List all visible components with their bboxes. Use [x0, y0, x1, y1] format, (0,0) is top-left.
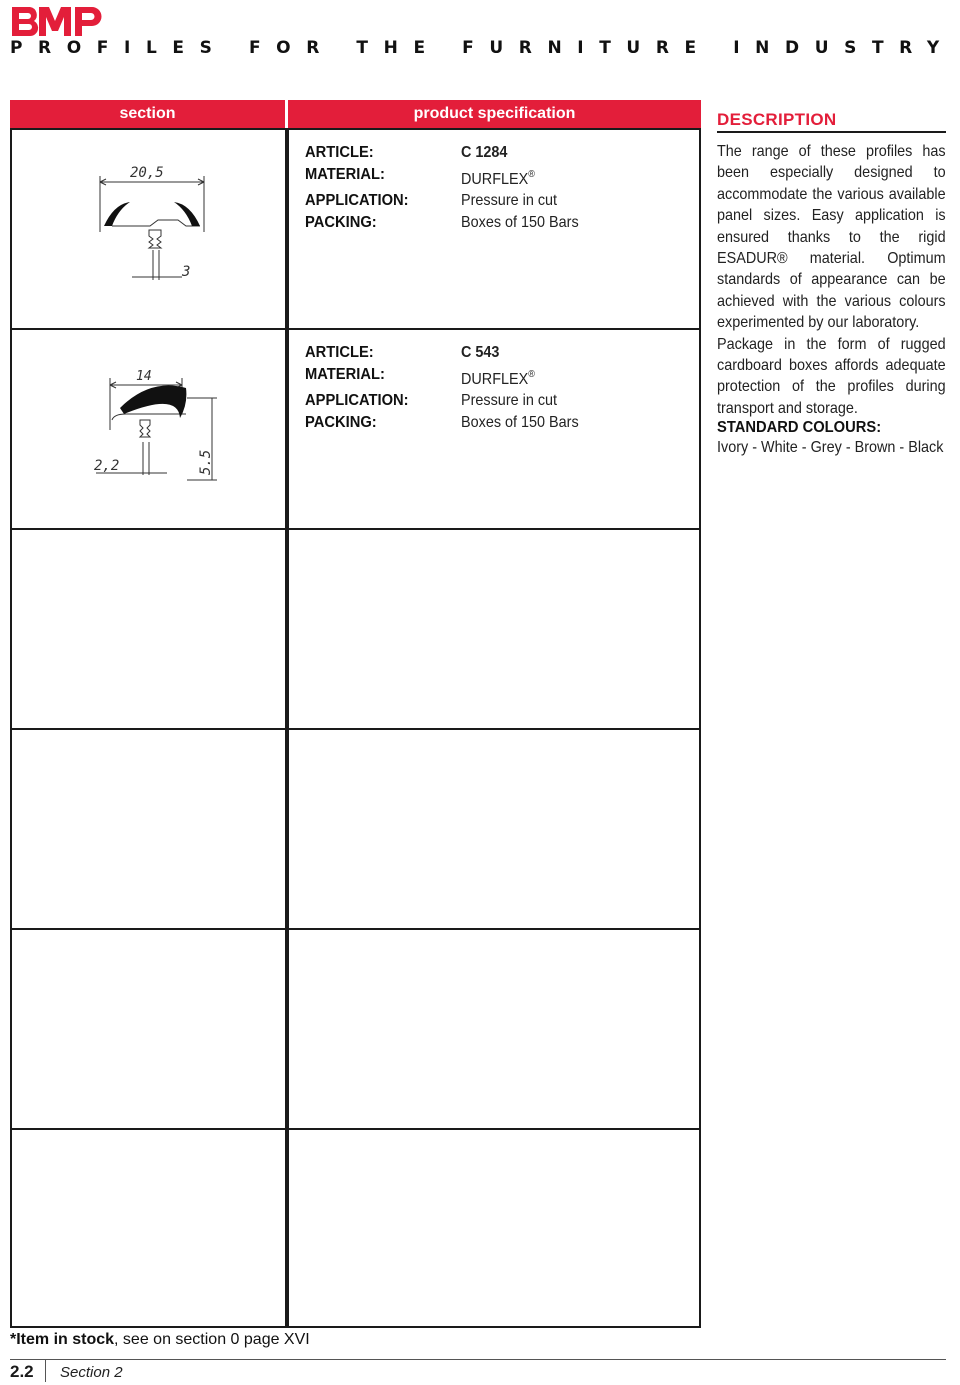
dim-stem-label: 3: [182, 264, 191, 280]
footer-divider: [10, 1359, 946, 1360]
packing-value: Boxes of 150 Bars: [461, 413, 579, 431]
application-value: Pressure in cut: [461, 192, 558, 209]
section-cell-6: [10, 1128, 287, 1328]
description-title: DESCRIPTION: [717, 110, 946, 133]
bmp-logo: [10, 3, 106, 39]
dim-height-label: 5.5: [198, 449, 214, 475]
article-label: ARTICLE:: [305, 144, 374, 161]
section-cell-3: [10, 528, 287, 730]
article-value: C 543: [461, 344, 500, 361]
spec-cell-5: [287, 928, 701, 1130]
section-cell-4: [10, 728, 287, 930]
section-column-header: section: [10, 100, 285, 128]
profile-drawing-c1284: [12, 130, 285, 328]
spec-cell-1: [287, 128, 701, 330]
description-paragraph-2: Package in the form of rugged cardboard boxes affords adequate protection of the profiles during transport and storage.: [717, 335, 946, 417]
material-value: DURFLEX®: [461, 368, 535, 388]
description-paragraph-1: The range of these profiles has been especially designed to accommodate the various available panel sizes. Easy application is ensured thanks to the rigid ESADUR® material. Optimum standards of appearance can be achieved with the various colours experimented by our laboratory.: [717, 143, 946, 332]
brand-tagline: PROFILES FOR THE FURNITURE INDUSTRY: [10, 38, 955, 58]
dim-width-label: 14: [136, 369, 152, 384]
section-cell-5: [10, 928, 287, 1130]
stock-footnote: *Item in stock, see on section 0 page XVI: [10, 1331, 310, 1348]
section-cell-2: [10, 328, 287, 530]
packing-label: PACKING:: [305, 413, 377, 431]
application-value: Pressure in cut: [461, 392, 558, 409]
spec-block-c543: [305, 342, 685, 433]
packing-label: PACKING:: [305, 213, 377, 231]
profile-drawing-c543: [12, 330, 285, 528]
application-label: APPLICATION:: [305, 192, 409, 209]
dim-stem-label: 2,2: [94, 458, 120, 474]
article-label: ARTICLE:: [305, 344, 374, 361]
standard-colours-list: Ivory - White - Grey - Brown - Black: [717, 439, 944, 457]
dim-width-label: 20,5: [130, 165, 164, 181]
article-value: C 1284: [461, 144, 508, 161]
section-cell-1: [10, 128, 287, 330]
section-label: Section 2: [60, 1364, 123, 1381]
standard-colours-title: STANDARD COLOURS:: [717, 419, 882, 437]
spec-block-c1284: [305, 142, 685, 233]
product-table: [10, 100, 701, 1328]
spec-column-header: product specification: [288, 100, 701, 128]
spec-cell-3: [287, 528, 701, 730]
material-value: DURFLEX®: [461, 168, 535, 188]
footer-separator: [45, 1360, 46, 1382]
application-label: APPLICATION:: [305, 392, 409, 409]
page-number: 2.2: [10, 1362, 34, 1381]
spec-cell-6: [287, 1128, 701, 1328]
description-panel: [717, 110, 947, 457]
description-body: [717, 141, 946, 419]
material-label: MATERIAL:: [305, 365, 385, 383]
material-label: MATERIAL:: [305, 165, 385, 183]
packing-value: Boxes of 150 Bars: [461, 213, 579, 231]
spec-cell-4: [287, 728, 701, 930]
spec-cell-2: [287, 328, 701, 530]
